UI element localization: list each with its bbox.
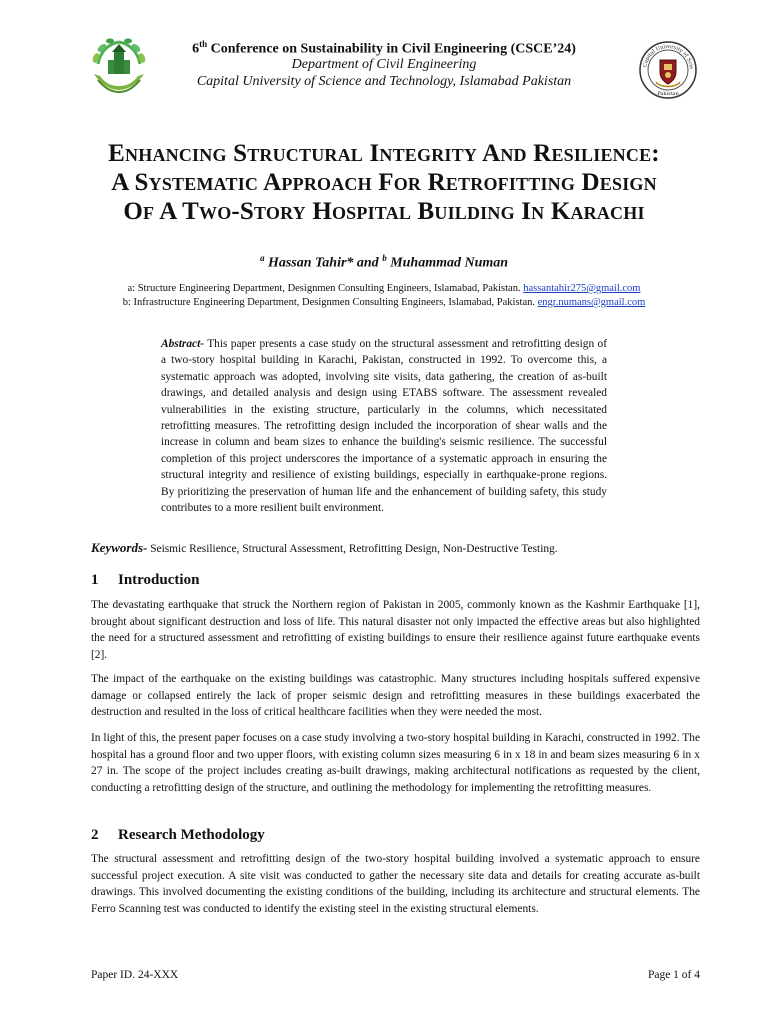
- abstract: [161, 336, 607, 516]
- affiliation-a: a: Structure Engineering Department, Designmen Consulting Engineers, Islamabad, Pakistan. hassantahir275@gmail.com: [127, 283, 641, 294]
- section-2-heading: 2 Research Methodology: [91, 827, 265, 843]
- abstract-text: This paper presents a case study on the structural assessment and retrofitting design of a two-story hospital building in Karachi, Pakistan, constructed in 1992. To overcome this, a systematic approach was adopted, involving site visits, data gathering, the creation of as-built drawings, and detailed analysis and design using ETABS software. The assessment revealed vulnerabilities in the existing structure, particularly in the columns, which necessitated retrofitting measures. The retrofitting design included the incorporation of shear walls and the increase in column and beam sizes to enhance the building's seismic resilience. The successful completion of this project underscores the importance of a systematic approach in ensuring the structural integrity and resilience of existing buildings, especially in earthquake-prone regions. By prioritizing the preservation of human life and the enhancement of building safety, this study contributes to a more resilient built environment.: [161, 338, 607, 515]
- title-line-1: Enhancing Structural Integrity And Resilience:: [108, 140, 660, 167]
- title-line-3: Of A Two-Story Hospital Building In Karachi: [123, 198, 645, 225]
- title-line-2: A Systematic Approach For Retrofitting Design: [111, 169, 657, 196]
- section-1-paragraph-3: In light of this, the present paper focuses on a case study involving a two-story hospital building in Karachi, constructed in 1992. The hospital has a ground floor and two upper floors, with existing column sizes measuring 6 in x 18 in and beam sizes measuring 6 in x 27 in. The scope of the project includes creating as-built drawings, making architectural notifications as requested by the client, conducting a retrofitting design of the structure, and outlining the methodology for implementing the retrofitting measures.: [91, 732, 700, 794]
- section-1-paragraph-1: The devastating earthquake that struck the Northern region of Pakistan in 2005, commonly known as the Kashmir Earthquake [1], brought about significant destruction and loss of life. This natural disaster not only impacted the effective areas but also highlighted the need for a structured assessment and retrofitting of existing buildings to ensure their resilience against future earthquake events [2].: [91, 599, 700, 661]
- page-number: Page 1 of 4: [647, 969, 700, 981]
- section-1-paragraph-2: The impact of the earthquake on the existing buildings was catastrophic. Many structures including hospitals suffered expensive damage or collapsed entirely the lack of proper seismic design and retrofitting measures in these buildings exacerbated the destruction and resulted in the loss of critical healthcare facilities when they were needed the most.: [91, 673, 700, 719]
- abstract-label: Abstract-: [161, 338, 205, 350]
- keywords-label: Keywords-: [91, 540, 148, 555]
- conference-name: 6th Conference on Sustainability in Civil Engineering (CSCE’24): [192, 39, 576, 57]
- author-line: $^a$ Hassan Tahir* and $^b$ Muhammad Numan: [259, 253, 509, 271]
- university-name: Capital University of Science and Technology, Islamabad Pakistan: [196, 74, 572, 89]
- affiliation-b: b: Infrastructure Engineering Department, Designmen Consulting Engineers, Islamabad, Pakistan. engr.numans@gmail.com: [122, 297, 646, 308]
- section-1-heading: 1 Introduction: [91, 572, 200, 588]
- department-name: Department of Civil Engineering: [291, 57, 477, 72]
- paper-id: Paper ID. 24-XXX: [91, 969, 179, 981]
- paper-title: [60, 139, 708, 226]
- seal-text: Capital University of Scie: [642, 43, 695, 70]
- section-2-paragraph-1: The structural assessment and retrofitting design of the two-story hospital building involved a systematic approach to ensure successful project execution. A site visit was conducted to gather the necessary site data and details for creating accurate as-built drawings. This involved documenting the existing conditions of the building, including its architecture and structural elements. The Ferro Scanning test was conducted to identify the existing steel in the existing structural elements.: [91, 853, 700, 915]
- seal-bottom-text: Pakistan: [657, 91, 679, 97]
- university-seal-icon: [638, 40, 698, 100]
- keywords-text: Seismic Resilience, Structural Assessment, Retrofitting Design, Non-Destructive Testing.: [147, 543, 558, 555]
- email-link-a[interactable]: hassantahir275@gmail.com: [523, 283, 641, 294]
- email-link-b[interactable]: engr.numans@gmail.com: [537, 297, 646, 308]
- university-seal: [638, 40, 698, 100]
- keywords: [91, 540, 700, 558]
